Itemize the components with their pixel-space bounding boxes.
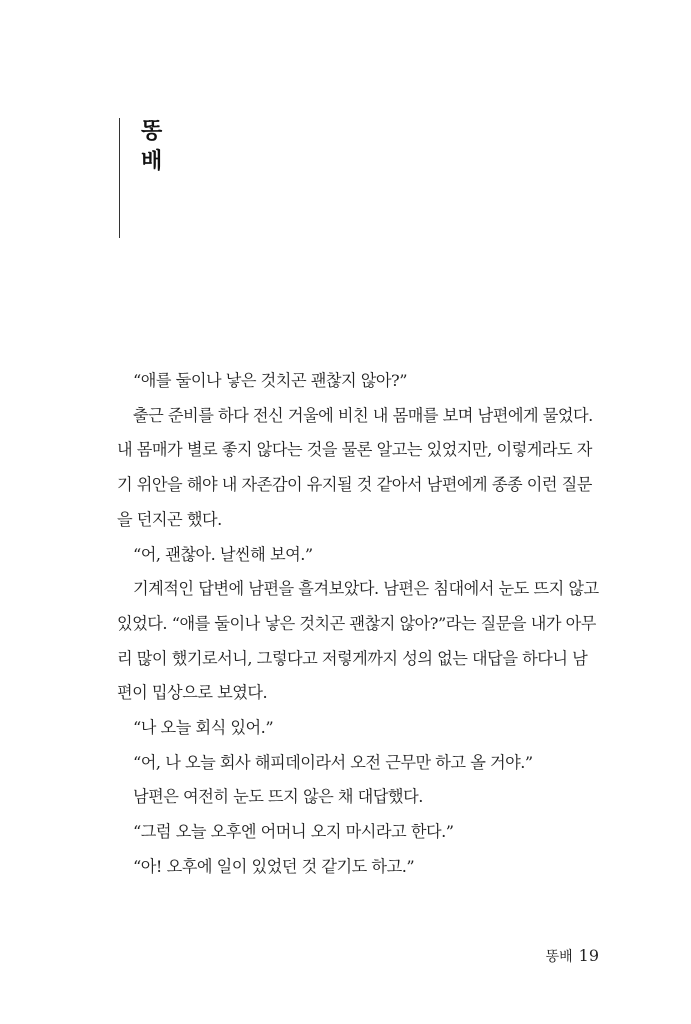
page-footer (546, 946, 599, 966)
body-line: 기 위안을 해야 내 자존감이 유지될 것 같아서 남편에게 종종 이런 질문 (117, 475, 592, 495)
chapter-title-char: 배 (141, 148, 163, 174)
body-line: 기계적인 답변에 남편을 흘겨보았다. 남편은 침대에서 눈도 뜨지 않고 (133, 579, 599, 599)
body-text (117, 364, 613, 885)
body-line: “아! 오후에 일이 있었던 것 같기도 하고.” (133, 856, 415, 876)
chapter-title-char: 똥 (141, 118, 163, 144)
body-line: 남편은 여전히 눈도 뜨지 않은 채 대답했다. (133, 787, 423, 807)
body-line: 리 많이 했기로서니, 그렇다고 저렇게까지 성의 없는 대답을 하다니 남 (117, 648, 588, 668)
body-line: 을 던지곤 했다. (117, 509, 222, 529)
page-number: 19 (578, 946, 599, 965)
body-line: 있었다. “애를 둘이나 낳은 것치곤 괜찮지 않아?”라는 질문을 내가 아무 (117, 613, 596, 633)
body-line: “그럼 오늘 오후엔 어머니 오지 마시라고 한다.” (133, 822, 454, 842)
body-line: 출근 준비를 하다 전신 거울에 비친 내 몸매를 보며 남편에게 물었다. (133, 405, 593, 425)
chapter-title (141, 116, 181, 176)
body-line: “어, 괜찮아. 날씬해 보여.” (133, 544, 313, 564)
chapter-title-rule (119, 118, 120, 238)
body-line: 내 몸매가 별로 좋지 않다는 것을 물론 알고는 있었지만, 이렇게라도 자 (117, 440, 592, 460)
body-line: “어, 나 오늘 회사 해피데이라서 오전 근무만 하고 올 거야.” (133, 752, 533, 772)
body-line: “애를 둘이나 낳은 것치곤 괜찮지 않아?” (133, 371, 408, 390)
running-title: 똥배 (545, 949, 573, 965)
body-line: “나 오늘 회식 있어.” (133, 718, 274, 738)
body-line: 편이 밉상으로 보였다. (117, 683, 268, 703)
